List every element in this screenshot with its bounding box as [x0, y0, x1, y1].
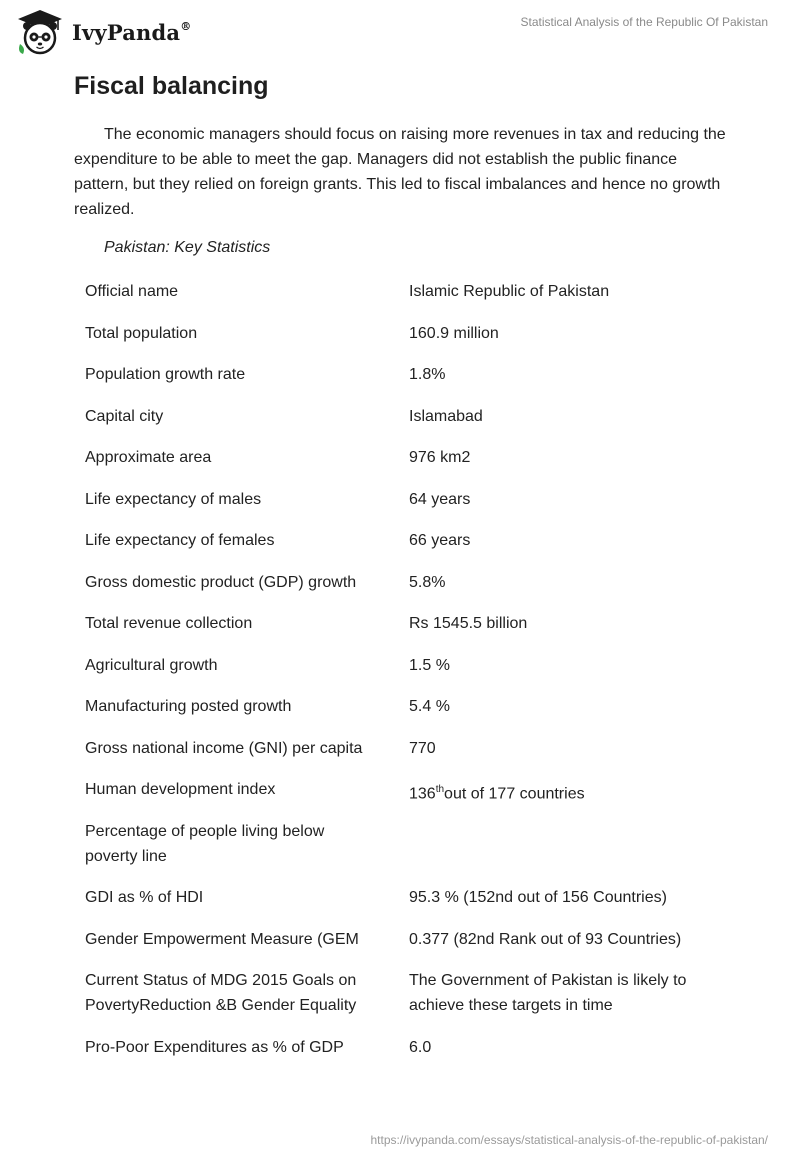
- table-row: [85, 819, 745, 886]
- row-value: 66 years: [409, 532, 471, 549]
- row-label: Capital city: [85, 407, 164, 425]
- section-heading: Fiscal balancing: [74, 72, 269, 100]
- running-title: Statistical Analysis of the Republic Of Pakistan: [520, 15, 768, 29]
- table-row: [85, 279, 745, 321]
- table-row: [85, 321, 745, 363]
- table-caption: Pakistan: Key Statistics: [104, 239, 271, 256]
- row-label: Approximate area: [85, 449, 212, 466]
- row-value: 976 km2: [409, 449, 471, 466]
- row-label: GDI as % of HDI: [85, 889, 204, 906]
- row-label: Total revenue collection: [85, 615, 253, 632]
- row-label: Human development index: [85, 781, 276, 798]
- row-value: Islamic Republic of Pakistan: [409, 283, 610, 300]
- row-value: [409, 819, 739, 886]
- row-value: 5.8%: [409, 573, 446, 591]
- row-label: Agricultural growth: [85, 656, 218, 674]
- row-value: 1.8%: [409, 366, 446, 383]
- row-value: 770: [409, 739, 436, 757]
- table-row: [85, 927, 745, 969]
- table-row: [85, 362, 745, 404]
- row-label: Gender Empowerment Measure (GEM: [85, 930, 359, 948]
- row-value: 1.5 %: [409, 656, 450, 674]
- row-value: 136thout of 177 countries: [409, 784, 585, 803]
- ivypanda-logo[interactable]: [14, 8, 191, 56]
- source-url[interactable]: https://ivypanda.com/essays/statistical-analysis-of-the-republic-of-pakistan/: [370, 1133, 768, 1147]
- row-label: Current Status of MDG 2015 Goals on PovertyReduction &B Gender Equality: [85, 972, 357, 1014]
- brand-name: IvyPanda®: [72, 19, 192, 45]
- row-value: 64 years: [409, 490, 471, 508]
- row-value: 95.3 % (152nd out of 156 Countries): [409, 889, 667, 906]
- row-label: Percentage of people living below poverty line: [85, 822, 325, 865]
- row-value: The Government of Pakistan is likely to achieve these targets in time: [409, 972, 687, 1014]
- row-value: Islamabad: [409, 407, 483, 425]
- row-value: 0.377 (82nd Rank out of 93 Countries): [409, 930, 682, 948]
- table-row: [85, 487, 745, 529]
- row-label: Life expectancy of females: [85, 532, 275, 549]
- table-row: [85, 528, 745, 570]
- body-paragraph: The economic managers should focus on raising more revenues in tax and reducing the expenditure to be able to meet the gap. Managers did not establish the public finance pattern, but they relied on foreign grants. This led to fiscal imbalances and hence no growth realized.: [74, 126, 726, 218]
- table-row: [85, 777, 745, 819]
- table-row: [85, 611, 745, 653]
- table-row: [85, 445, 745, 487]
- row-value: 160.9 million: [409, 324, 499, 342]
- table-row: [85, 653, 745, 695]
- table-row: [85, 885, 745, 927]
- row-value: 5.4 %: [409, 698, 450, 715]
- page-header: [0, 0, 800, 60]
- key-statistics-table: [85, 279, 745, 1076]
- row-label: Total population: [85, 324, 198, 342]
- row-label: Pro-Poor Expenditures as % of GDP: [85, 1038, 344, 1056]
- row-label: Official name: [85, 283, 179, 300]
- table-row: [85, 736, 745, 778]
- row-value: 6.0: [409, 1038, 432, 1056]
- row-label: Manufacturing posted growth: [85, 698, 292, 715]
- table-row: [85, 968, 745, 1035]
- row-label: Gross national income (GNI) per capita: [85, 739, 363, 757]
- table-row: [85, 1035, 745, 1077]
- table-row: [85, 694, 745, 736]
- table-row: [85, 570, 745, 612]
- panda-mascot-icon: [14, 8, 66, 56]
- row-label: Gross domestic product (GDP) growth: [85, 573, 357, 591]
- table-row: [85, 404, 745, 446]
- row-label: Life expectancy of males: [85, 490, 262, 508]
- row-value: Rs 1545.5 billion: [409, 615, 528, 632]
- row-label: Population growth rate: [85, 366, 246, 383]
